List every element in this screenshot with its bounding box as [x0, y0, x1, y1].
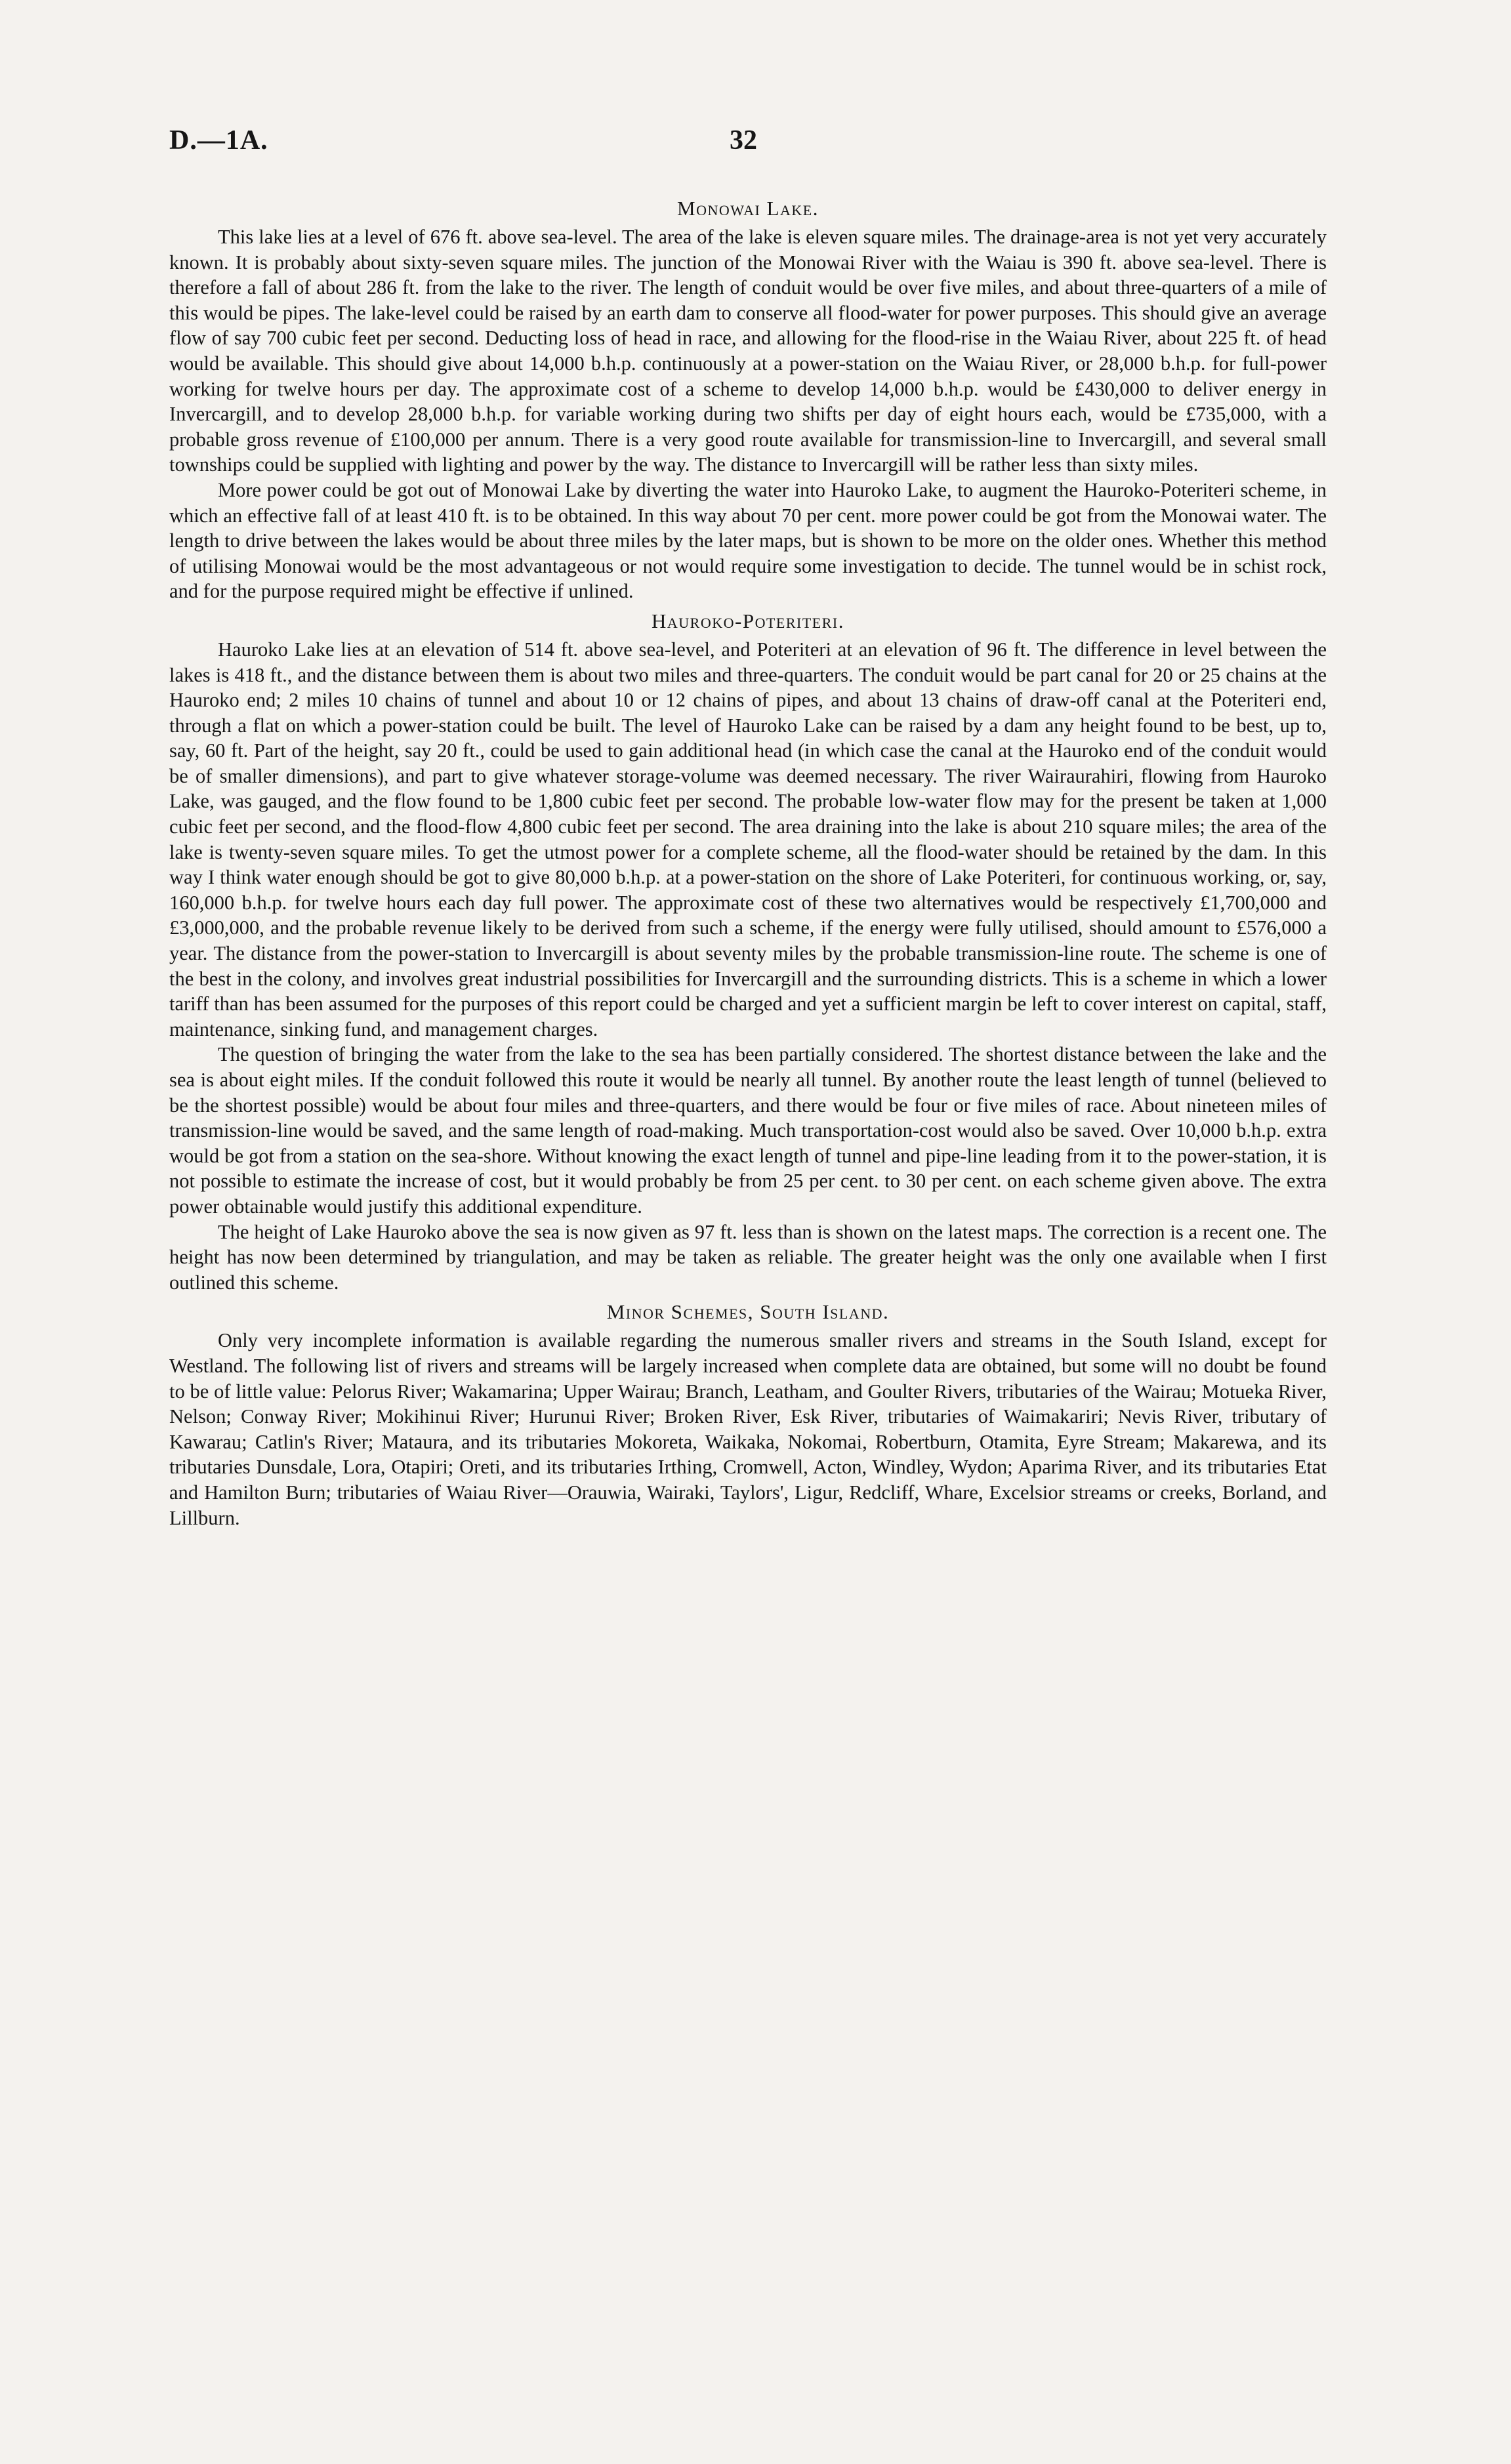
section-hauroko-poteriteri — [169, 608, 1327, 1295]
page-number: 32 — [730, 125, 757, 155]
paragraph: Hauroko Lake lies at an elevation of 514 ft. above sea-level, and Poteriteri at an elevation of 96 ft. The difference in level between the lakes is 418 ft., and the distance between them is about two miles and three-quarters. The conduit would be part canal for 20 or 25 chains at the Hauroko end; 2 miles 10 chains of tunnel and about 10 or 12 chains of pipes, and about 13 chains of draw-off canal at the Poteriteri end, through a flat on which a power-station could be built. The level of Hauroko Lake can be raised by a dam any height found to be best, up to, say, 60 ft. Part of the height, say 20 ft., could be used to gain additional head (in which case the canal at the Hauroko end of the conduit would be of smaller dimensions), and part to give whatever storage-volume was deemed necessary. The river Wairaurahiri, flowing from Hauroko Lake, was gauged, and the flow found to be 1,800 cubic feet per second. The probable low-water flow may for the present be taken at 1,000 cubic feet per second, and the flood-flow 4,800 cubic feet per second. The area draining into the lake is about 210 square miles; the area of the lake is twenty-seven square miles. To get the utmost power for a complete scheme, all the flood-water should be retained by the dam. In this way I think water enough should be got to give 80,000 b.h.p. at a power-station on the shore of Lake Poteriteri, for continuous working, or, say, 160,000 b.h.p. for twelve hours each day full power. The approximate cost of these two alternatives would be respectively £1,700,000 and £3,000,000, and the probable revenue likely to be derived from such a scheme, if the energy were fully utilised, should amount to £576,000 a year. The distance from the power-station to Invercargill is about seventy miles by the probable transmission-line route. The scheme is one of the best in the colony, and involves great industrial possibilities for Invercargill and the surrounding districts. This is a scheme in which a lower tariff than has been assumed for the purposes of this report could be charged and yet a sufficient margin be left to cover interest on capital, staff, maintenance, sinking fund, and management charges. — [169, 638, 1327, 1040]
section-heading: Monowai Lake. — [677, 197, 819, 220]
document-reference: D.—1A. — [169, 125, 268, 155]
section-minor-schemes — [169, 1299, 1327, 1530]
page-header — [169, 125, 1363, 164]
section-heading: Minor Schemes, South Island. — [606, 1300, 890, 1324]
section-monowai-lake — [169, 195, 1327, 604]
page-body — [169, 192, 1327, 1530]
paragraph: The height of Lake Hauroko above the sea is now given as 97 ft. less than is shown on the latest maps. The correction is a recent one. The height has now been determined by triangulation, and may be taken as reliable. The greater height was the only one available when I first outlined this scheme. — [169, 1220, 1327, 1294]
paragraph: The question of bringing the water from the lake to the sea has been partially considered. The shortest distance between the lake and the sea is about eight miles. If the conduit followed this route it would be nearly all tunnel. By another route the least length of tunnel (believed to be the shortest possible) would be about four miles and three-quarters, and there would be four or five miles of race. About nineteen miles of transmission-line would be saved, and the same length of road-making. Much transportation-cost would also be saved. Over 10,000 b.h.p. extra would be got from a station on the sea-shore. Without knowing the exact length of tunnel and pipe-line leading from it to the power-station, it is not possible to estimate the increase of cost, but it would probably be from 25 per cent. to 30 per cent. on each scheme given above. The extra power obtainable would justify this additional expenditure. — [169, 1043, 1327, 1218]
paragraph: This lake lies at a level of 676 ft. above sea-level. The area of the lake is eleven square miles. The drainage-area is not yet very accurately known. It is probably about sixty-seven square miles. The junction of the Monowai River with the Waiau is 390 ft. above sea-level. There is therefore a fall of about 286 ft. from the lake to the river. The length of conduit would be over five miles, and about three-quarters of a mile of this would be pipes. The lake-level could be raised by an earth dam to conserve all flood-water for power purposes. This should give an average flow of say 700 cubic feet per second. Deducting loss of head in race, and allowing for the flood-rise in the Waiau River, about 225 ft. of head would be available. This should give about 14,000 b.h.p. continuously at a power-station on the Waiau River, or 28,000 b.h.p. for full-power working for twelve hours per day. The approximate cost of a scheme to develop 14,000 b.h.p. would be £430,000 to deliver energy in Invercargill, and to develop 28,000 b.h.p. for variable working during two shifts per day of eight hours each, would be £735,000, with a probable gross revenue of £100,000 per annum. There is a very good route available for transmission-line to Invercargill, and several small townships could be supplied with lighting and power by the way. The distance to Invercargill will be rather less than sixty miles. — [169, 226, 1327, 476]
paragraph: More power could be got out of Monowai Lake by diverting the water into Hauroko Lake, to augment the Hauroko-Poteriteri scheme, in which an effective fall of at least 410 ft. is to be obtained. In this way about 70 per cent. more power could be got from the Monowai water. The length to drive between the lakes would be about three miles by the later maps, but is shown to be more on the older ones. Whether this method of utilising Monowai would be the most advantageous or not would require some investigation to decide. The tunnel would be in schist rock, and for the purpose required might be effective if unlined. — [169, 478, 1327, 603]
paragraph: Only very incomplete information is available regarding the numerous smaller rivers and streams in the South Island, except for Westland. The following list of rivers and streams will be largely increased when complete data are obtained, but some will no doubt be found to be of little value: Pelorus River; Wakamarina; Upper Wairau; Branch, Leatham, and Goulter Rivers, tributaries of the Wairau; Motueka River, Nelson; Conway River; Mokihinui River; Hurunui River; Broken River, Esk River, tributaries of Waimakariri; Nevis River, tributary of Kawarau; Catlin's River; Mataura, and its tributaries Mokoreta, Waikaka, Nokomai, Robertburn, Otamita, Eyre Stream; Makarewa, and its tributaries Dunsdale, Lora, Otapiri; Oreti, and its tributaries Irthing, Cromwell, Acton, Windley, Wydon; Aparima River, and its tributaries Etat and Hamilton Burn; tributaries of Waiau River—Orauwia, Wairaki, Taylors', Ligur, Redcliff, Whare, Excelsior streams or creeks, Borland, and Lillburn. — [169, 1329, 1327, 1529]
section-heading: Hauroko-Poteriteri. — [652, 609, 844, 632]
